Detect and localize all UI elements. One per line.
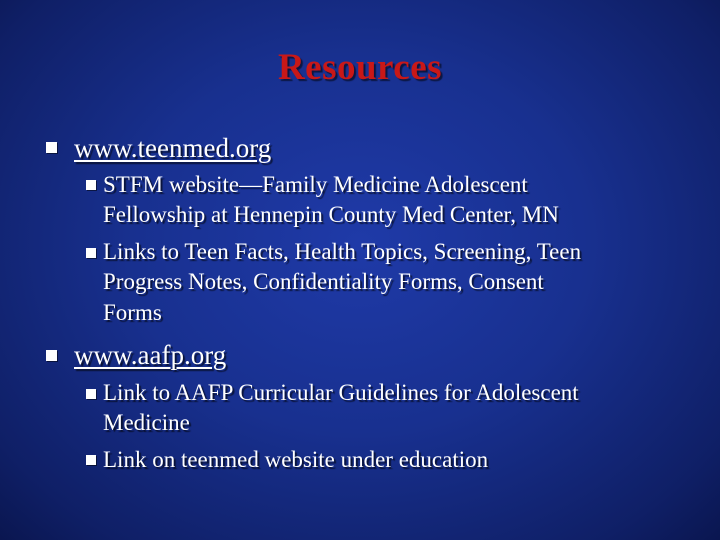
teenmed-link[interactable]: www.teenmed.org [74,133,272,163]
sub-item-text: Medicine [103,410,190,435]
sub-item-text: Link on teenmed website under education [103,447,489,472]
slide-title: Resources [277,47,443,88]
bullet-icon [86,248,96,258]
sub-item-text: Link to AAFP Curricular Guidelines for Adolescent [103,380,579,405]
bullet-icon [86,455,96,465]
bullet-icon [46,142,57,153]
sub-item-text: Progress Notes, Confidentiality Forms, Consent [103,269,544,294]
aafp-link[interactable]: www.aafp.org [74,340,227,370]
sub-item-text: Forms [103,300,162,325]
bullet-icon [46,350,57,361]
sub-item-text: Links to Teen Facts, Health Topics, Screening, Teen [103,239,582,264]
sub-item-text: Fellowship at Hennepin County Med Center, MN [103,202,559,227]
bullet-icon [86,180,96,190]
sub-item-text: STFM website—Family Medicine Adolescent [103,172,528,197]
bullet-icon [86,389,96,399]
